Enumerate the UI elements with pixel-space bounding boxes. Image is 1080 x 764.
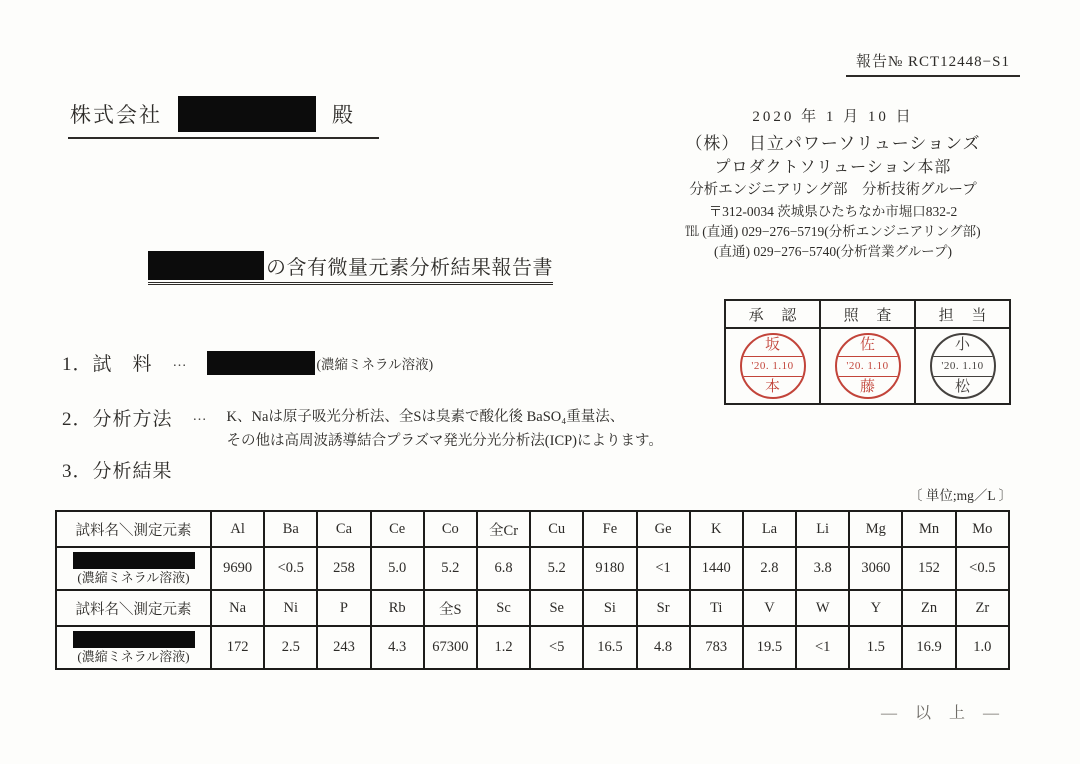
element-header-cell: Zn <box>902 590 955 626</box>
element-header-cell: Ce <box>371 511 424 547</box>
addressee-honorific: 殿 <box>332 103 355 127</box>
element-value-cell: 5.0 <box>371 547 424 590</box>
issuer-phone-2: (直通) 029−276−5740(分析営業グループ) <box>713 244 952 260</box>
addressee-line <box>68 96 379 139</box>
stamp-date: '20. 1.10 <box>742 356 804 377</box>
approval-header-review: 照 査 <box>820 300 915 328</box>
issuer-department: 分析エンジニアリング部 分析技術グループ <box>689 182 977 198</box>
element-value-cell: <0.5 <box>956 547 1009 590</box>
element-header-cell: V <box>743 590 796 626</box>
element-header-cell: K <box>690 511 743 547</box>
element-header-cell: 全Cr <box>477 511 530 547</box>
approval-header-row <box>725 300 1010 328</box>
section-dots: … <box>172 354 187 370</box>
section-method <box>62 404 663 454</box>
element-header-cell: Rb <box>371 590 424 626</box>
hanko-stamp-sato <box>835 333 901 399</box>
element-header-cell: Y <box>849 590 902 626</box>
hanko-stamp-komatsu <box>930 333 996 399</box>
approval-stamp-cell <box>820 328 915 404</box>
approval-header-approve: 承 認 <box>725 300 820 328</box>
element-header-cell: Co <box>424 511 477 547</box>
element-value-cell: 258 <box>317 547 370 590</box>
method-line-2: その他は高周波誘導結合プラズマ発光分光分析法(ICP)によります。 <box>226 432 663 449</box>
element-value-cell: 5.2 <box>530 547 583 590</box>
section-sample-note: (濃縮ミネラル溶液) <box>316 356 434 372</box>
element-value-cell: 3060 <box>849 547 902 590</box>
issuer-block <box>626 106 1040 263</box>
element-value-row <box>56 547 1009 590</box>
stamp-name-bottom: 松 <box>954 378 970 395</box>
element-value-cell: 4.8 <box>637 626 690 669</box>
element-header-cell: Al <box>211 511 264 547</box>
element-header-cell: P <box>317 590 370 626</box>
unit-note: 〔 単位;mg／L 〕 <box>909 488 1012 503</box>
element-header-cell: Si <box>583 590 636 626</box>
element-header-cell: Na <box>211 590 264 626</box>
stamp-name-bottom: 藤 <box>859 378 875 395</box>
element-value-cell: <5 <box>530 626 583 669</box>
element-header-cell: Sr <box>637 590 690 626</box>
element-value-row <box>56 626 1009 669</box>
element-value-cell: <1 <box>796 626 849 669</box>
element-value-cell: 9690 <box>211 547 264 590</box>
element-value-cell: 4.3 <box>371 626 424 669</box>
element-header-row <box>56 590 1009 626</box>
element-header-cell: Ba <box>264 511 317 547</box>
stamp-name-top: 小 <box>954 337 970 353</box>
redacted-company-name <box>178 96 316 132</box>
element-header-cell: Ca <box>317 511 370 547</box>
element-header-row <box>56 511 1009 547</box>
element-header-cell: 全S <box>424 590 477 626</box>
element-value-cell: 6.8 <box>477 547 530 590</box>
element-value-cell: 1440 <box>690 547 743 590</box>
corner-label-cell: 試料名＼測定元素 <box>56 590 211 626</box>
element-value-cell: 9180 <box>583 547 636 590</box>
method-line-1: K、Naは原子吸光分析法、全Sは臭素で酸化後 BaSO₄重量法、 <box>226 409 625 425</box>
stamp-name-top: 佐 <box>859 337 875 353</box>
sample-name-cell <box>56 547 211 590</box>
stamp-date: '20. 1.10 <box>932 356 994 377</box>
element-value-cell: 243 <box>317 626 370 669</box>
element-header-cell: Fe <box>583 511 636 547</box>
sample-note: (濃縮ミネラル溶液) <box>77 648 190 664</box>
element-header-cell: Sc <box>477 590 530 626</box>
element-value-cell: 5.2 <box>424 547 477 590</box>
corner-label-cell: 試料名＼測定元素 <box>56 511 211 547</box>
addressee-prefix: 株式会社 <box>70 103 162 127</box>
section-results-label: 3．分析結果 <box>62 461 173 482</box>
element-value-cell: 1.2 <box>477 626 530 669</box>
redacted-sample-name <box>73 631 195 648</box>
issue-date: 2020 年 1 月 10 日 <box>752 109 914 125</box>
element-header-cell: La <box>743 511 796 547</box>
redacted-product-name <box>148 251 264 280</box>
element-header-cell: Ni <box>264 590 317 626</box>
section-dots: … <box>192 409 207 424</box>
method-description <box>227 404 663 454</box>
issuer-division: プロダクトソリューション本部 <box>714 159 952 176</box>
element-header-cell: Zr <box>956 590 1009 626</box>
element-header-cell: Ti <box>690 590 743 626</box>
element-header-cell: Ge <box>637 511 690 547</box>
stamp-name-top: 坂 <box>764 337 780 353</box>
element-value-cell: 2.8 <box>743 547 796 590</box>
element-value-cell: 19.5 <box>743 626 796 669</box>
stamp-date: '20. 1.10 <box>837 356 899 377</box>
element-value-cell: 3.8 <box>796 547 849 590</box>
element-header-cell: Se <box>530 590 583 626</box>
element-value-cell: <1 <box>637 547 690 590</box>
element-header-cell: Cu <box>530 511 583 547</box>
closing-mark: ― 以 上 ― <box>880 705 1006 722</box>
element-value-cell: 172 <box>211 626 264 669</box>
element-header-cell: Mg <box>849 511 902 547</box>
element-value-cell: 16.5 <box>583 626 636 669</box>
document-title <box>148 251 553 285</box>
issuer-address: 〒312-0034 茨城県ひたちなか市堀口832-2 <box>708 203 958 219</box>
element-value-cell: 1.0 <box>956 626 1009 669</box>
element-value-cell: <0.5 <box>264 547 317 590</box>
issuer-company: （株） 日立パワーソリューションズ <box>685 133 981 153</box>
section-sample-label: 1．試 料 <box>62 354 153 375</box>
element-header-cell: Mn <box>902 511 955 547</box>
report-number: 報告№ RCT12448−S1 <box>846 50 1020 77</box>
approval-stamp-row <box>725 328 1010 404</box>
element-header-cell: Li <box>796 511 849 547</box>
section-sample <box>62 349 433 376</box>
element-value-cell: 2.5 <box>264 626 317 669</box>
element-header-cell: Mo <box>956 511 1009 547</box>
results-table <box>55 510 1010 670</box>
section-results <box>62 456 173 483</box>
approval-header-charge: 担 当 <box>915 300 1010 328</box>
element-value-cell: 1.5 <box>849 626 902 669</box>
results-table-body <box>56 511 1009 669</box>
element-value-cell: 16.9 <box>902 626 955 669</box>
sample-name-cell <box>56 626 211 669</box>
issuer-phone-1: ℡ (直通) 029−276−5719(分析エンジニアリング部) <box>685 224 981 239</box>
sample-note: (濃縮ミネラル溶液) <box>77 569 190 585</box>
document-title-text: の含有微量元素分析結果報告書 <box>266 257 553 279</box>
approval-stamp-cell <box>915 328 1010 404</box>
redacted-sample-name <box>207 351 315 375</box>
element-value-cell: 67300 <box>424 626 477 669</box>
approval-table <box>724 299 1011 405</box>
hanko-stamp-sakamoto <box>740 333 806 399</box>
element-value-cell: 152 <box>902 547 955 590</box>
approval-stamp-cell <box>725 328 820 404</box>
element-value-cell: 783 <box>690 626 743 669</box>
stamp-name-bottom: 本 <box>764 378 780 395</box>
section-method-label: 2．分析方法 <box>62 409 173 430</box>
element-header-cell: W <box>796 590 849 626</box>
redacted-sample-name <box>73 552 195 569</box>
